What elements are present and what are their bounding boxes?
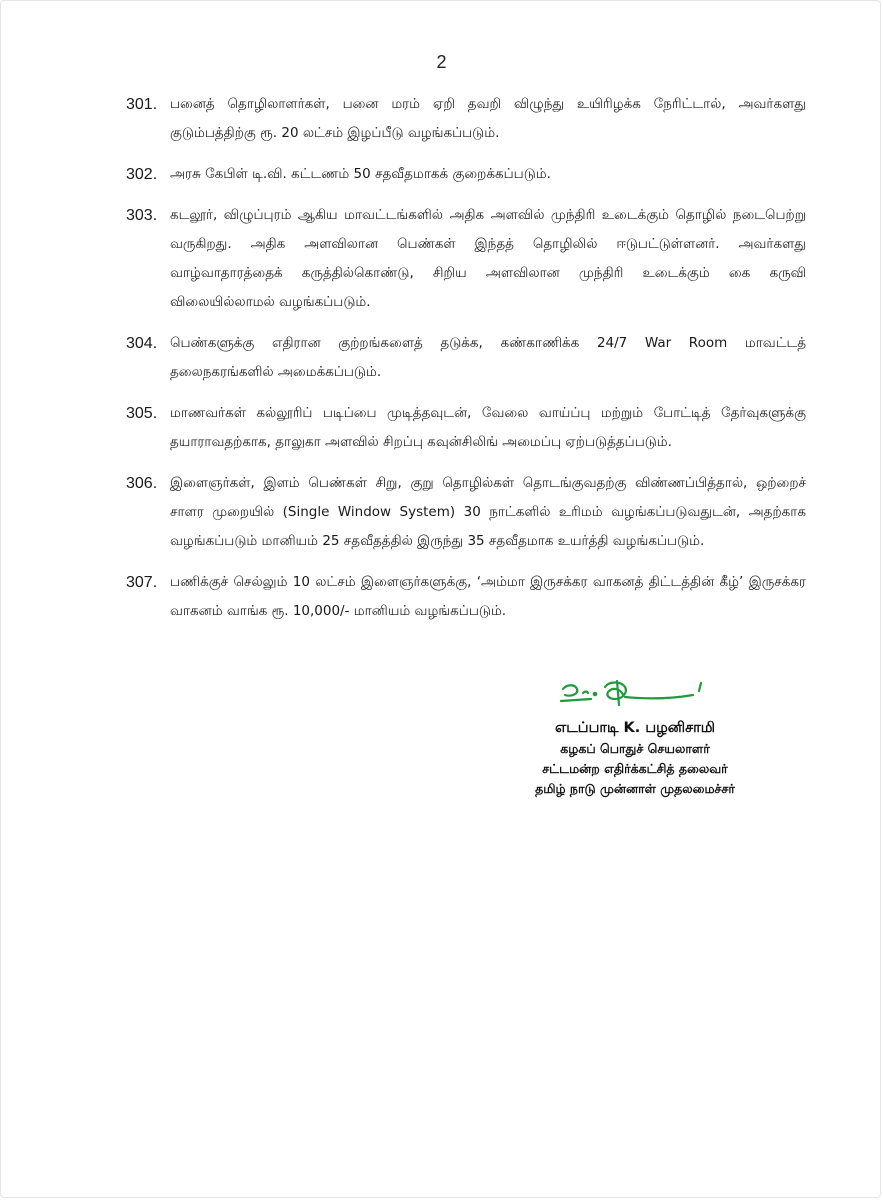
- item-number: 305.: [126, 405, 158, 422]
- page-number: 2: [436, 52, 447, 72]
- item-text: பணிக்குச் செல்லும் 10 லட்சம் இளைஞர்களுக்கு, ‘அம்மா இருசக்கர வாகனத் திட்டத்தின் கீழ்’ இருசக்கர வாகனம் வாங்க ரூ. 10,000/- மானியம் வழங்கப்படும்.: [170, 574, 806, 619]
- handwritten-signature: [555, 675, 715, 715]
- item-number: 301.: [126, 96, 158, 113]
- list-item: [126, 160, 806, 189]
- promise-list: [126, 90, 806, 638]
- list-item: [126, 201, 806, 317]
- item-text: மாணவர்கள் கல்லூரிப் படிப்பை முடித்தவுடன், வேலை வாய்ப்பு மற்றும் போட்டித் தேர்வுகளுக்கு தயாராவதற்காக, தாலுகா அளவில் சிறப்பு கவுன்சிலிங் அமைப்பு ஏற்படுத்தப்படும்.: [170, 405, 806, 450]
- item-number: 302.: [126, 166, 158, 183]
- item-text: பனைத் தொழிலாளர்கள், பனை மரம் ஏறி தவறி விழுந்து உயிரிழக்க நேரிட்டால், அவர்களது குடும்பத்திற்கு ரூ. 20 லட்சம் இழப்பீடு வழங்கப்படும்.: [170, 96, 806, 141]
- item-number: 304.: [126, 335, 158, 352]
- list-item: [126, 469, 806, 556]
- list-item: [126, 568, 806, 626]
- signer-title: கழகப் பொதுச் செயலாளர்: [560, 741, 710, 756]
- item-number: 303.: [126, 207, 158, 224]
- item-text: இளைஞர்கள், இளம் பெண்கள் சிறு, குறு தொழில்கள் தொடங்குவதற்கு விண்ணப்பித்தால், ஒற்றைச் சாளர முறையில் (Single Window System) 30 நாட்களில் உரிமம் வழங்கப்படுவதுடன், அதற்காக வழங்கப்படும் மானியம் 25 சதவீதத்தில் இருந்து 35 சதவீதமாக உயர்த்தி வழங்கப்படும்.: [170, 475, 806, 549]
- item-text: பெண்களுக்கு எதிரான குற்றங்களைத் தடுக்க, கண்காணிக்க 24/7 War Room மாவட்டத் தலைநகரங்களில் அமைக்கப்படும்.: [170, 335, 806, 380]
- list-item: [126, 90, 806, 148]
- item-number: 306.: [126, 475, 158, 492]
- list-item: [126, 329, 806, 387]
- item-text: கடலூர், விழுப்புரம் ஆகிய மாவட்டங்களில் அதிக அளவில் முந்திரி உடைக்கும் தொழில் நடைபெற்று வருகிறது. அதிக அளவிலான பெண்கள் இந்தத் தொழிலில் ஈடுபட்டுள்ளனர். அவர்களது வாழ்வாதாரத்தைக் கருத்தில்கொண்டு, சிறிய அளவிலான முந்திரி உடைக்கும் கை கருவி விலையில்லாமல் வழங்கப்படும்.: [170, 207, 806, 310]
- signer-title: தமிழ் நாடு முன்னாள் முதலமைச்சர்: [535, 781, 735, 796]
- signer-name: எடப்பாடி K. பழனிசாமி: [554, 720, 716, 736]
- item-number: 307.: [126, 574, 158, 591]
- signer-title: சட்டமன்ற எதிர்க்கட்சித் தலைவர்: [542, 761, 728, 776]
- list-item: [126, 399, 806, 457]
- signature-block: [500, 675, 770, 799]
- item-text: அரசு கேபிள் டி.வி. கட்டணம் 50 சதவீதமாகக் குறைக்கப்படும்.: [170, 166, 551, 182]
